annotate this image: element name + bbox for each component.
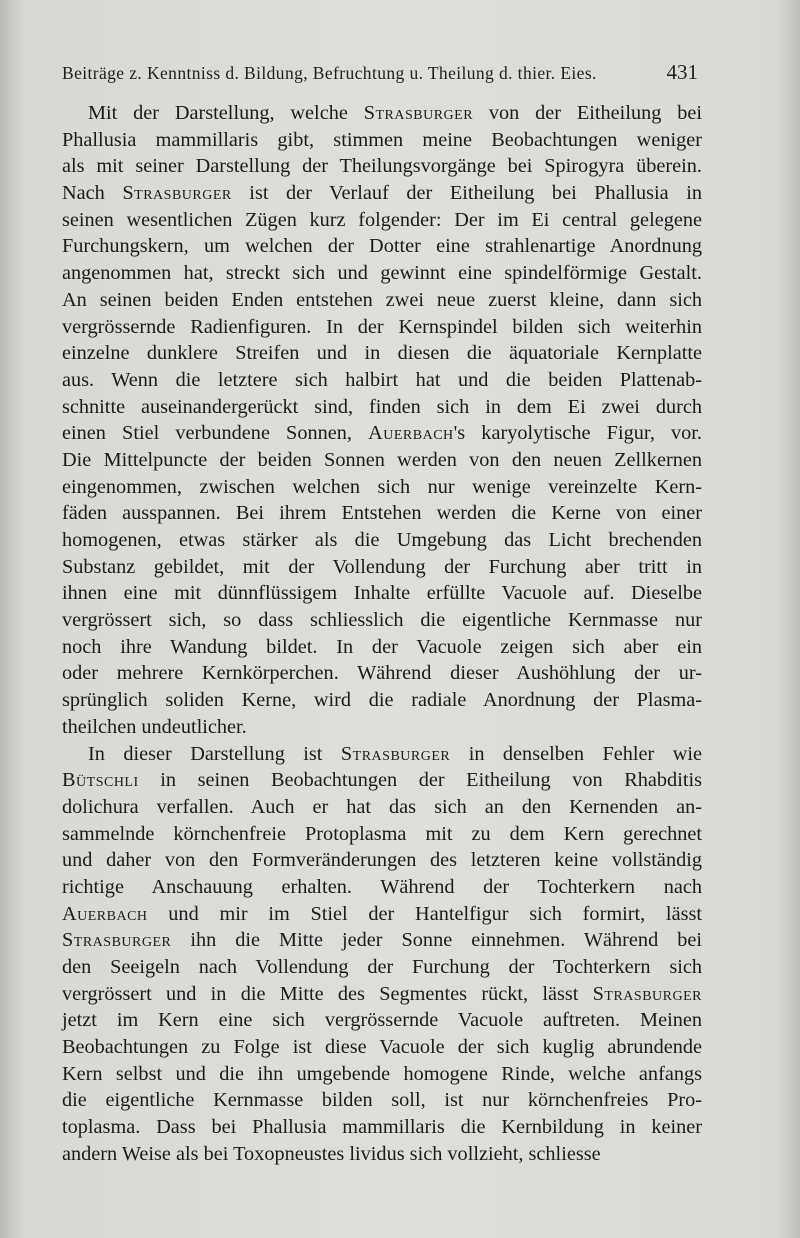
text-segment: jetzt im Kern eine sich vergrössernde Vacuole auftreten. Meinen <box>62 1009 702 1032</box>
text-line <box>62 153 702 180</box>
text-segment: in seinen Beobachtungen der Eitheilung von Rhabditis <box>138 769 702 792</box>
text-segment: fäden ausspannen. Bei ihrem Entstehen werden die Kerne von einer <box>62 502 702 525</box>
text-line <box>62 207 702 234</box>
text-line <box>62 901 702 928</box>
paragraph-1 <box>62 100 702 741</box>
text-line <box>62 127 702 154</box>
text-segment: Die Mittelpuncte der beiden Sonnen werden von den neuen Zellkernen <box>62 448 702 471</box>
text-line <box>62 287 702 314</box>
text-line <box>62 741 702 768</box>
author-name: Strasburger <box>62 929 172 952</box>
text-segment: vergrössernde Radienfiguren. In der Kernspindel bilden sich weiterhin <box>62 315 702 338</box>
text-line <box>62 794 702 821</box>
text-segment: als mit seiner Darstellung der Theilungsvorgänge bei Spirogyra überein. <box>62 155 702 178</box>
text-line <box>62 1061 702 1088</box>
text-segment: Phallusia mammillaris gibt, stimmen meine Beobachtungen weniger <box>62 128 702 151</box>
text-segment: theilchen undeutlicher. <box>62 715 247 738</box>
text-segment: und daher von den Formveränderungen des letzteren keine vollständig <box>62 849 702 872</box>
text-line <box>62 500 702 527</box>
text-line <box>62 1087 702 1114</box>
text-line <box>62 714 702 741</box>
text-segment: ihnen eine mit dünnflüssigem Inhalte erfüllte Vacuole auf. Dieselbe <box>62 582 702 605</box>
text-line <box>62 420 702 447</box>
text-line <box>62 180 702 207</box>
text-line <box>62 634 702 661</box>
text-segment: In dieser Darstellung ist <box>88 742 341 765</box>
text-segment: andern Weise als bei Toxopneustes lividus sich vollzieht, schliesse <box>62 1142 601 1165</box>
text-segment: den Seeigeln nach Vollendung der Furchung der Tochterkern sich <box>62 956 702 978</box>
text-segment: Mit der Darstellung, welche <box>88 102 364 124</box>
text-line <box>62 874 702 901</box>
text-line <box>62 474 702 501</box>
text-segment: schnitte auseinandergerückt sind, finden sich in dem Ei zwei durch <box>62 395 702 418</box>
text-line <box>62 394 702 421</box>
text-segment: homogenen, etwas stärker als die Umgebung das Licht brechenden <box>62 529 702 551</box>
text-segment: noch ihre Wandung bildet. In der Vacuole zeigen sich aber ein <box>62 635 702 658</box>
text-line <box>62 687 702 714</box>
text-segment: Substanz gebildet, mit der Vollendung der Furchung aber tritt in <box>62 555 702 578</box>
text-line <box>62 340 702 367</box>
text-segment: toplasma. Dass bei Phallusia mammillaris die Kernbildung in keiner <box>62 1116 702 1139</box>
text-segment: oder mehrere Kernkörperchen. Während dieser Aushöhlung der ur- <box>62 662 702 685</box>
text-line <box>62 100 702 127</box>
text-segment: Nach <box>62 182 123 205</box>
text-line <box>62 1114 702 1141</box>
text-segment: ihn die Mitte jeder Sonne einnehmen. Während bei <box>171 929 702 952</box>
text-line <box>62 447 702 474</box>
page-number: 431 <box>666 60 698 84</box>
author-name: Strasburger <box>122 182 232 205</box>
text-line <box>62 821 702 848</box>
author-name: Strasburger <box>592 982 702 1005</box>
text-segment: An seinen beiden Enden entstehen zwei neue zuerst kleine, dann sich <box>62 288 702 311</box>
text-line <box>62 527 702 554</box>
text-segment: ist der Verlauf der Eitheilung bei Phallusia in <box>231 182 702 205</box>
text-segment: Furchungskern, um welchen der Dotter eine strahlenartige Anordnung <box>62 235 702 258</box>
text-segment: 's karyolytische Figur, vor. <box>453 422 702 445</box>
text-segment: von der Eitheilung bei <box>473 102 702 124</box>
text-segment: eingenommen, zwischen welchen sich nur wenige vereinzelte Kern- <box>62 475 702 498</box>
text-line <box>62 260 702 287</box>
paragraph-2 <box>62 741 702 1168</box>
text-line <box>62 767 702 794</box>
text-segment: einzelne dunklere Streifen und in diesen die äquatoriale Kernplatte <box>62 342 702 365</box>
text-segment: und mir im Stiel der Hantelfigur sich formirt, lässt <box>147 902 702 925</box>
author-name: Strasburger <box>363 102 474 124</box>
text-segment: richtige Anschauung erhalten. Während der Tochterkern nach <box>62 875 702 898</box>
text-segment: Beobachtungen zu Folge ist diese Vacuole der sich kuglig abrundende <box>62 1036 702 1059</box>
text-line <box>62 1141 702 1168</box>
body-text <box>62 100 702 1168</box>
text-segment: in denselben Fehler wie <box>450 742 702 765</box>
text-segment: Kern selbst und die ihn umgebende homogene Rinde, welche anfangs <box>62 1062 702 1085</box>
text-line <box>62 314 702 341</box>
text-segment: seinen wesentlichen Zügen kurz folgender: Der im Ei central gelegene <box>62 208 702 231</box>
text-line <box>62 927 702 954</box>
text-segment: vergrössert und in die Mitte des Segmentes rückt, lässt <box>62 982 593 1005</box>
text-line <box>62 1007 702 1034</box>
text-line <box>62 607 702 634</box>
text-line <box>62 954 702 981</box>
text-line <box>62 981 702 1008</box>
text-line <box>62 580 702 607</box>
author-name: Auerbach <box>368 422 454 445</box>
text-line <box>62 554 702 581</box>
text-segment: die eigentliche Kernmasse bilden soll, ist nur körnchenfreies Pro- <box>62 1089 702 1112</box>
text-segment: sammelnde körnchenfreie Protoplasma mit zu dem Kern gerechnet <box>62 822 702 845</box>
text-segment: aus. Wenn die letztere sich halbirt hat und die beiden Plattenab- <box>62 368 702 391</box>
text-line <box>62 1034 702 1061</box>
text-line <box>62 367 702 394</box>
author-name: Bütschli <box>62 769 139 792</box>
text-segment: dolichura verfallen. Auch er hat das sich an den Kernenden an- <box>62 795 702 818</box>
running-title: Beiträge z. Kenntniss d. Bildung, Befruchtung u. Theilung d. thier. Eies. <box>62 63 597 83</box>
text-segment: vergrössert sich, so dass schliesslich die eigentliche Kernmasse nur <box>62 609 702 632</box>
author-name: Strasburger <box>340 742 451 765</box>
author-name: Auerbach <box>62 902 148 925</box>
running-head <box>62 60 702 86</box>
text-segment: sprünglich soliden Kerne, wird die radiale Anordnung der Plasma- <box>62 689 702 712</box>
text-line <box>62 847 702 874</box>
text-segment: angenommen hat, streckt sich und gewinnt eine spindelförmige Gestalt. <box>62 262 702 285</box>
text-line <box>62 233 702 260</box>
text-segment: einen Stiel verbundene Sonnen, <box>62 422 369 445</box>
text-line <box>62 660 702 687</box>
